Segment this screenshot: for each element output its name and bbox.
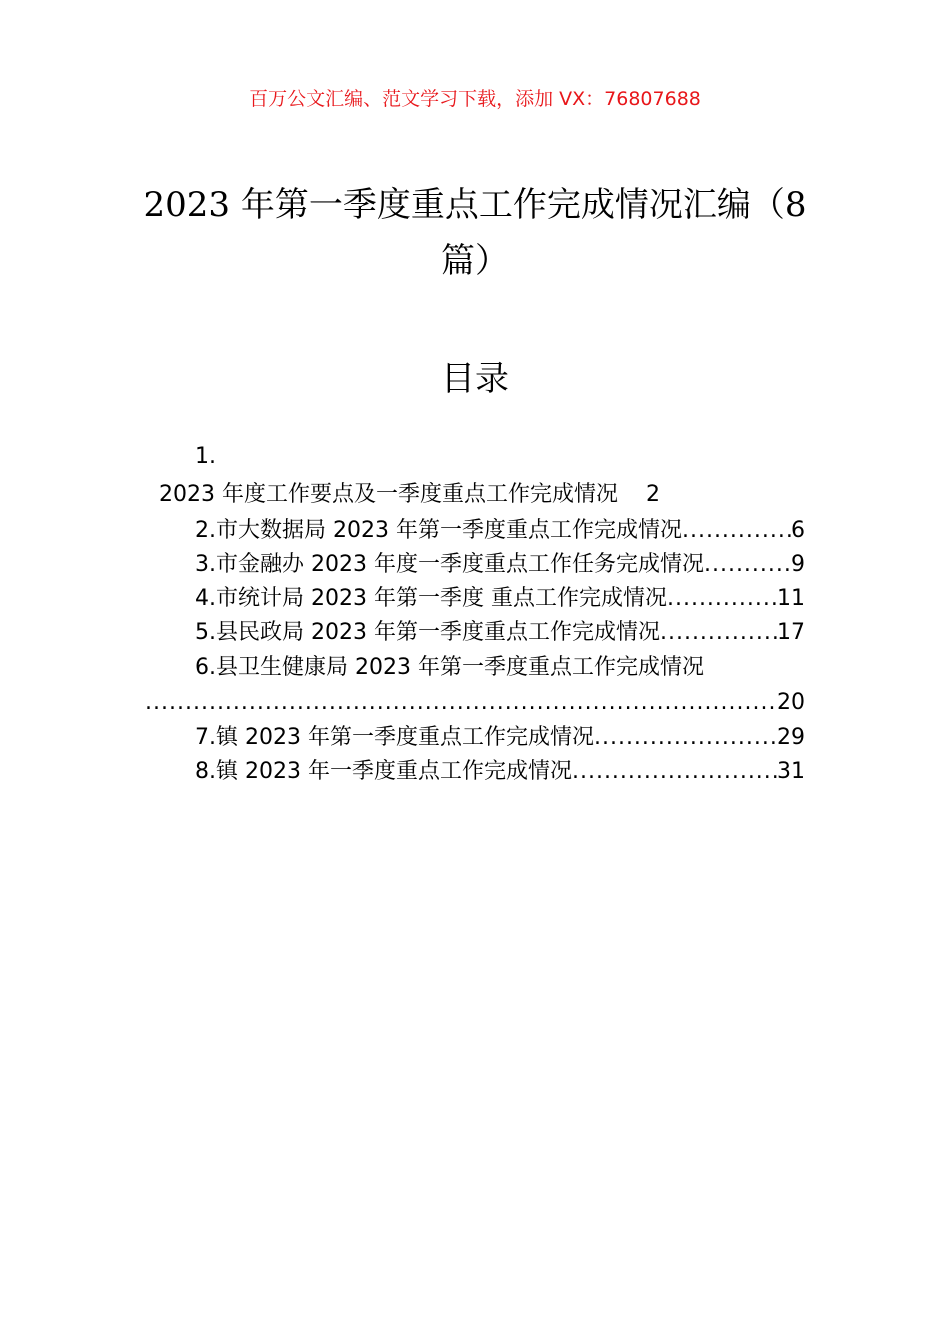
dot-leader [660, 616, 777, 650]
toc-entry-8[interactable] [195, 755, 805, 789]
toc-entry-4-page: 11 [777, 586, 805, 611]
toc-entry-4-text: 4.市统计局 2023 年第一季度 重点工作完成情况 [195, 586, 667, 611]
toc-entry-3-text: 3.市金融办 2023 年度一季度重点工作任务完成情况 [195, 552, 704, 577]
toc-entry-1[interactable] [159, 478, 660, 512]
toc-entry-7[interactable] [195, 721, 805, 755]
toc-entry-2[interactable] [195, 514, 805, 548]
toc-entry-6[interactable] [145, 686, 805, 720]
dot-leader [145, 686, 777, 720]
dot-leader [594, 721, 777, 755]
toc-entry-8-page: 31 [777, 759, 805, 784]
dot-leader [704, 548, 791, 582]
dot-leader [667, 582, 777, 616]
toc-entry-5[interactable] [195, 616, 805, 650]
toc-entry-2-page: 6 [791, 518, 805, 543]
toc-entry-1-page: 2 [645, 482, 660, 507]
document-title: 2023 年第一季度重点工作完成情况汇编（8 篇） [143, 185, 807, 281]
toc-entry-2-text: 2.市大数据局 2023 年第一季度重点工作完成情况 [195, 518, 682, 543]
toc-entry-5-page: 17 [777, 620, 805, 645]
toc-entry-4[interactable] [195, 582, 805, 616]
header-note: 百万公文汇编、范文学习下载，添加 VX：76807688 [249, 88, 701, 110]
toc-entry-3-page: 9 [791, 552, 805, 577]
toc-entry-1-number[interactable]: 1. [195, 444, 216, 469]
toc-entry-6-text[interactable]: 6.县卫生健康局 2023 年第一季度重点工作完成情况 [195, 655, 704, 680]
toc-entry-1-text: 2023 年度工作要点及一季度重点工作完成情况 [159, 482, 618, 507]
dot-leader [682, 514, 791, 548]
toc-entry-8-text: 8.镇 2023 年一季度重点工作完成情况 [195, 759, 572, 784]
toc-heading: 目录 [441, 359, 509, 399]
toc-entry-7-page: 29 [777, 725, 805, 750]
dot-leader [572, 755, 777, 789]
toc-entry-7-text: 7.镇 2023 年第一季度重点工作完成情况 [195, 725, 594, 750]
toc-entry-6-page: 20 [777, 690, 805, 715]
toc-entry-3[interactable] [195, 548, 805, 582]
toc-entry-5-text: 5.县民政局 2023 年第一季度重点工作完成情况 [195, 620, 660, 645]
